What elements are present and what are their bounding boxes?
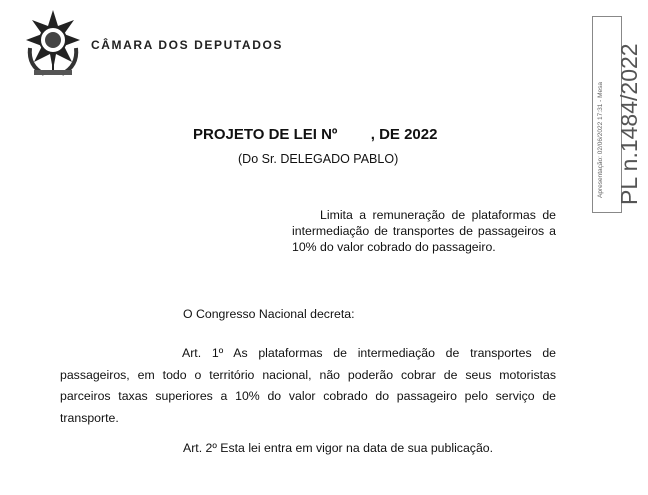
bill-author: (Do Sr. DELEGADO PABLO) (238, 152, 399, 166)
institution-name: CÂMARA DOS DEPUTADOS (91, 38, 284, 52)
bill-title: PROJETO DE LEI Nº , DE 2022 (193, 126, 438, 143)
article-1: Art. 1º As plataformas de intermediação de transportes de passageiros, em todo o território nacional, não poderão cobrar de seus motoristas parceiros taxas superiores a 10% do valor cobrado do passageiro pelo serviço de transporte. (60, 346, 556, 425)
pl-number: PL n.1484/2022 (616, 43, 642, 205)
brazil-coat-of-arms-icon (22, 8, 84, 78)
bill-summary: Limita a remuneração de plataformas de intermediação de transportes de passageiros a 10% do valor cobrado do passageiro. (292, 208, 556, 254)
article-2: Art. 2º Esta lei entra em vigor na data de sua publicação. (183, 441, 494, 455)
presentation-date: Apresentação: 02/06/2022 17:31 - Mesa (597, 82, 604, 198)
decree-line: O Congresso Nacional decreta: (183, 307, 355, 321)
